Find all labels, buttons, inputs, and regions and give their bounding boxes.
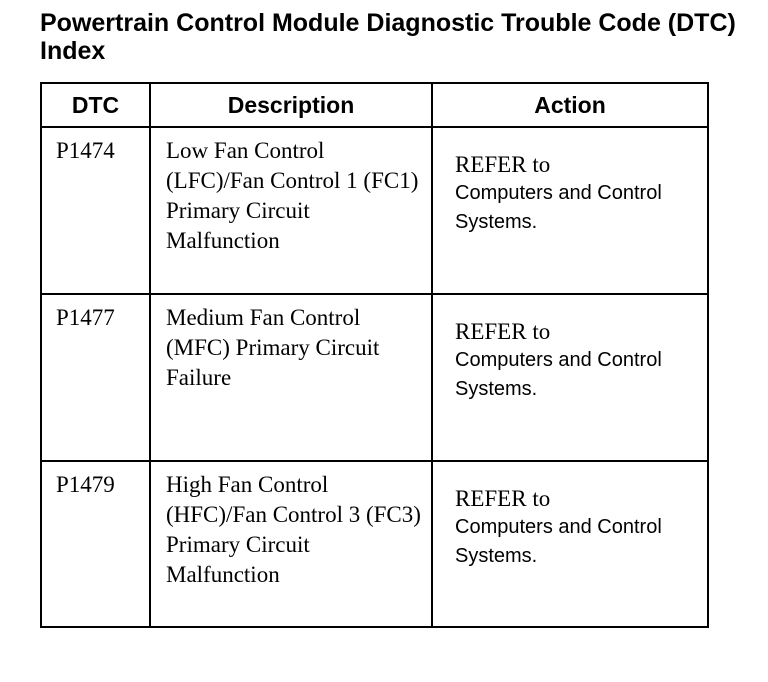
table-row — [41, 127, 708, 294]
dtc-action — [433, 128, 707, 237]
table-row — [41, 461, 708, 627]
action-refer: REFER to — [455, 152, 551, 177]
dtc-description: Low Fan Control (LFC)/Fan Control 1 (FC1) Primary Circuit Malfunction — [166, 138, 419, 253]
page-title: Powertrain Control Module Diagnostic Trouble Code (DTC) Index — [40, 9, 736, 65]
dtc-index-table — [40, 82, 709, 628]
description-cell — [150, 127, 432, 294]
action-target: Computers and Control Systems. — [455, 516, 662, 567]
action-target: Computers and Control Systems. — [455, 182, 662, 233]
action-refer: REFER to — [455, 319, 551, 344]
dtc-code: P1477 — [56, 305, 115, 330]
action-refer: REFER to — [455, 486, 551, 511]
dtc-cell — [41, 461, 150, 627]
dtc-code: P1474 — [56, 138, 115, 163]
dtc-code: P1479 — [56, 472, 115, 497]
description-cell — [150, 294, 432, 461]
dtc-action — [433, 295, 707, 404]
action-target: Computers and Control Systems. — [455, 349, 662, 400]
description-cell — [150, 461, 432, 627]
table-row — [41, 294, 708, 461]
dtc-description: High Fan Control (HFC)/Fan Control 3 (FC3) Primary Circuit Malfunction — [166, 472, 421, 587]
action-cell — [432, 127, 708, 294]
header-description: Description — [150, 83, 432, 127]
header-dtc: DTC — [41, 83, 150, 127]
dtc-cell — [41, 294, 150, 461]
dtc-description: Medium Fan Control (MFC) Primary Circuit Failure — [166, 305, 380, 390]
header-action: Action — [432, 83, 708, 127]
action-cell — [432, 294, 708, 461]
dtc-cell — [41, 127, 150, 294]
table-header-row — [41, 83, 708, 127]
action-cell — [432, 461, 708, 627]
dtc-action — [433, 462, 707, 571]
